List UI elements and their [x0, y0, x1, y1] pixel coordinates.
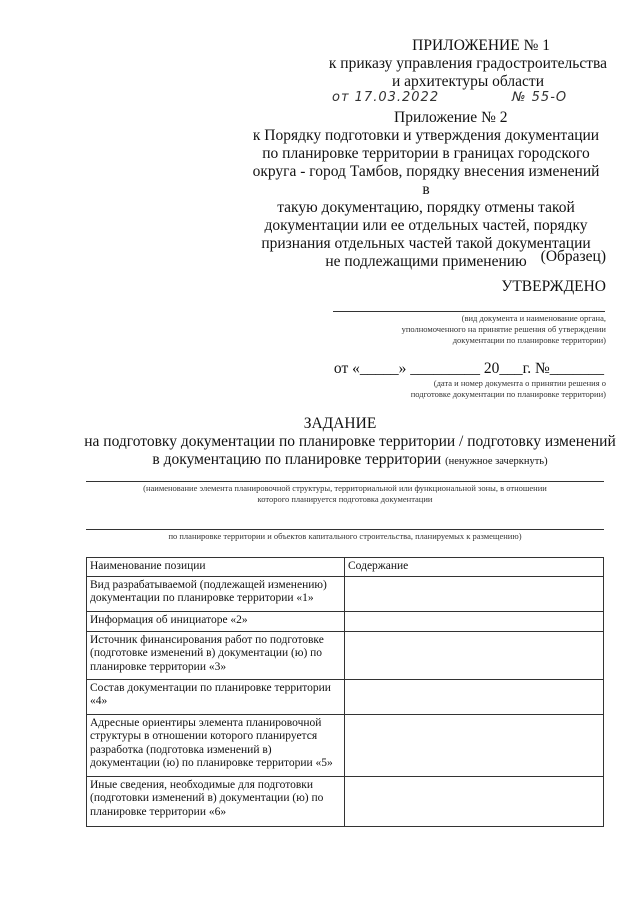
table-row: [87, 679, 604, 714]
appendix2-line: к Порядку подготовки и утверждения документации: [252, 127, 600, 144]
table-row: [87, 631, 604, 679]
approval-caption-line: документации по планировке территории): [452, 335, 606, 345]
approval-date-line: от «_____» _________ 20___г. №_______: [333, 360, 604, 377]
table-cell-content: [345, 776, 604, 826]
table-cell-position: Вид разрабатываемой (подлежащей изменению) документации по планировке территории «1»: [87, 576, 345, 611]
task-element-line: [86, 481, 604, 482]
approval-signature-line: [333, 311, 605, 312]
approval-caption-line: (вид документа и наименование органа,: [461, 313, 606, 323]
table-row: [87, 611, 604, 631]
table-cell-content: [345, 611, 604, 631]
table-cell-content: [345, 576, 604, 611]
approval-caption: [306, 313, 606, 346]
appendix2-line: по планировке территории в границах городского: [262, 145, 590, 162]
approval-date-caption-line: подготовке документации по планировке территории): [410, 389, 606, 399]
table-cell-content: [345, 679, 604, 714]
task-caption1-line: (наименование элемента планировочной структуры, территориальной или функциональной зоны, в отношении: [143, 483, 547, 493]
handwritten-date: от 17.03.2022: [332, 90, 440, 105]
table-cell-content: [345, 714, 604, 776]
approval-title: УТВЕРЖДЕНО: [501, 278, 606, 295]
table-row: [87, 576, 604, 611]
table-row: [87, 714, 604, 776]
task-objects-line: [86, 529, 604, 530]
table-row: [87, 776, 604, 826]
table-header-cell: Наименование позиции: [87, 558, 345, 577]
approval-date-caption-line: (дата и номер документа о принятии решения о: [433, 378, 606, 388]
table-cell-position: Адресные ориентиры элемента планировочной структуры в отношении которого планируется разработка (подготовка изменений в) документации (ю) по планировке территории «5»: [87, 714, 345, 776]
sample-label: (Образец): [540, 248, 606, 265]
table-cell-position: Источник финансирования работ по подготовке (подготовке изменений в) документации (ю) по планировке территории «3»: [87, 631, 345, 679]
table-cell-position: Информация об инициаторе «2»: [87, 611, 345, 631]
table-header-cell: Содержание: [345, 558, 604, 577]
task-title: ЗАДАНИЕ: [303, 415, 377, 432]
approval-date-caption: [306, 378, 606, 400]
appendix1-line1: к приказу управления градостроительства: [328, 55, 607, 72]
appendix2-line: документации или ее отдельных частей, порядку: [264, 217, 588, 234]
task-caption1: [86, 483, 604, 505]
appendix2-title: Приложение № 2: [394, 109, 508, 126]
table-cell-position: Состав документации по планировке территории «4»: [87, 679, 345, 714]
appendix1-title: ПРИЛОЖЕНИЕ № 1: [412, 37, 550, 54]
task-subtitle-line2-wrap: [60, 451, 640, 471]
task-subtitle-note: (ненужное зачеркнуть): [445, 456, 548, 467]
appendix2-line: признания отдельных частей такой документации: [261, 235, 591, 252]
appendix1-line2: и архитектуры области: [392, 73, 544, 90]
task-caption2: по планировке территории и объектов капитального строительства, планируемых к размещению): [168, 531, 522, 541]
task-subtitle-line1: на подготовку документации по планировке территории / подготовку изменений: [84, 433, 616, 450]
table-cell-content: [345, 631, 604, 679]
table-cell-position: Иные сведения, необходимые для подготовки (подготовки изменений в) документации (ю) по планировке территории «6»: [87, 776, 345, 826]
task-caption1-line: которого планируется подготовка документации: [257, 494, 433, 504]
appendix2-line: такую документацию, порядку отмены такой: [277, 199, 575, 216]
appendix2-line: округа - город Тамбов, порядку внесения изменений в: [252, 163, 600, 198]
table-header-row: [87, 558, 604, 577]
handwritten-number: № 55-О: [512, 90, 568, 105]
approval-caption-line: уполномоченного на принятие решения об утверждении: [401, 324, 606, 334]
task-table: [86, 557, 604, 827]
task-subtitle-line2: в документацию по планировке территории: [152, 451, 442, 468]
appendix2-line: не подлежащими применению: [325, 253, 527, 270]
